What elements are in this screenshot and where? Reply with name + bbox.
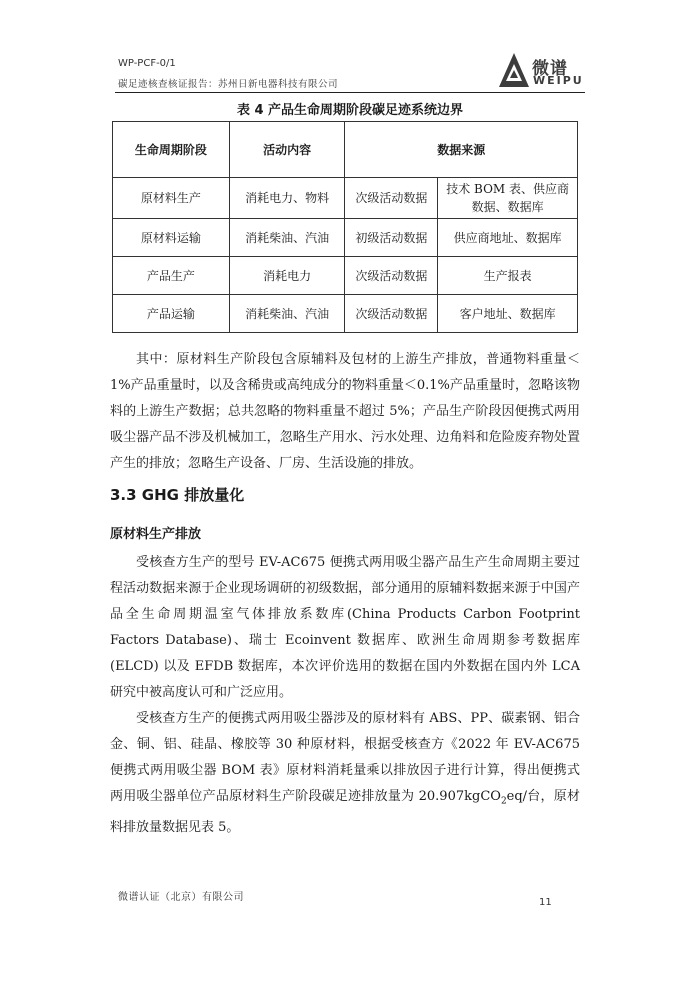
cell-data-origin: 技术 BOM 表、供应商数据、数据库 xyxy=(438,178,578,219)
logo-chinese-text: 微谱 xyxy=(532,59,568,79)
cell-activity: 消耗柴油、汽油 xyxy=(229,219,345,257)
table-header-row xyxy=(113,122,578,178)
header-data-source: 数据来源 xyxy=(345,122,578,178)
cell-data-level: 次级活动数据 xyxy=(345,178,438,219)
document-code: WP-PCF-0/1 xyxy=(118,58,176,69)
cell-data-origin: 客户地址、数据库 xyxy=(438,295,578,333)
section-heading: 3.3 GHG 排放量化 xyxy=(110,486,245,504)
cell-stage: 原材料生产 xyxy=(113,178,230,219)
note-paragraph: 其中：原材料生产阶段包含原辅料及包材的上游生产排放，普通物料重量＜1%产品重量时，以及含稀贵或高纯成分的物料重量＜0.1%产品重量时，忽略该物料的上游生产数据；总共忽略的物料重量不超过 5%；产品生产阶段因便携式两用吸尘器产品不涉及机械加工，忽略生产用水、污水处理、边角料和危险废弃物处置产生的排放；忽略生产设备、厂房、生活设施的排放。 xyxy=(110,352,580,471)
cell-activity: 消耗电力、物料 xyxy=(229,178,345,219)
footer-company: 微谱认证（北京）有限公司 xyxy=(118,892,244,903)
lifecycle-boundary-table xyxy=(112,121,578,333)
cell-activity: 消耗电力 xyxy=(229,257,345,295)
header-divider xyxy=(115,92,585,93)
header-stage: 生命周期阶段 xyxy=(113,122,230,178)
body-paragraph-2 xyxy=(110,706,580,841)
header-activity: 活动内容 xyxy=(229,122,345,178)
co2-subscript: 2 xyxy=(500,796,507,807)
page-number: 11 xyxy=(539,897,552,908)
weipu-logo xyxy=(497,50,589,92)
cell-data-origin: 生产报表 xyxy=(438,257,578,295)
logo-english-text: WEIPU xyxy=(533,74,584,87)
subheading: 原材料生产排放 xyxy=(110,527,202,542)
table-row xyxy=(113,178,578,219)
cell-activity: 消耗柴油、汽油 xyxy=(229,295,345,333)
table-row xyxy=(113,219,578,257)
body-paragraph-1: 受核查方生产的型号 EV-AC675 便携式两用吸尘器产品生产生命周期主要过程活动数据来源于企业现场调研的初级数据，部分通用的原辅料数据来源于中国产品全生命周期温室气体排放系数库(China Products Carbon Footprint Factors Database)、瑞士 Ecoinvent 数据库、欧洲生命周期参考数据库 (ELCD) 以及 EFDB 数据库，本次评价选用的数据在国内外数据在国内外 LCA 研究中被高度认可和广泛应用。 xyxy=(110,555,580,700)
cell-data-level: 次级活动数据 xyxy=(345,257,438,295)
cell-stage: 产品生产 xyxy=(113,257,230,295)
cell-data-level: 次级活动数据 xyxy=(345,295,438,333)
paragraph-2-text: 受核查方生产的便携式两用吸尘器涉及的原材料有 ABS、PP、碳素钢、铝合金、铜、铝、硅晶、橡胶等 30 种原材料，根据受核查方《2022 年 EV-AC675 便携式两用吸尘器 BOM 表》原材料消耗量乘以排放因子进行计算，得出便携式两用吸尘器单位产品原材料生产阶段碳足迹排放量为 20.907kgCO xyxy=(110,711,580,804)
table-row xyxy=(113,257,578,295)
cell-stage: 原材料运输 xyxy=(113,219,230,257)
cell-data-origin: 供应商地址、数据库 xyxy=(438,219,578,257)
logo-mark-icon xyxy=(497,51,531,91)
cell-stage: 产品运输 xyxy=(113,295,230,333)
cell-data-level: 初级活动数据 xyxy=(345,219,438,257)
report-title: 碳足迹核查核证报告：苏州日新电器科技有限公司 xyxy=(118,79,339,90)
table-row xyxy=(113,295,578,333)
paragraph-2-text-end: eq/台，原材料排放量数据见表 5。 xyxy=(110,789,580,835)
table-caption: 表 4 产品生命周期阶段碳足迹系统边界 xyxy=(236,103,464,118)
